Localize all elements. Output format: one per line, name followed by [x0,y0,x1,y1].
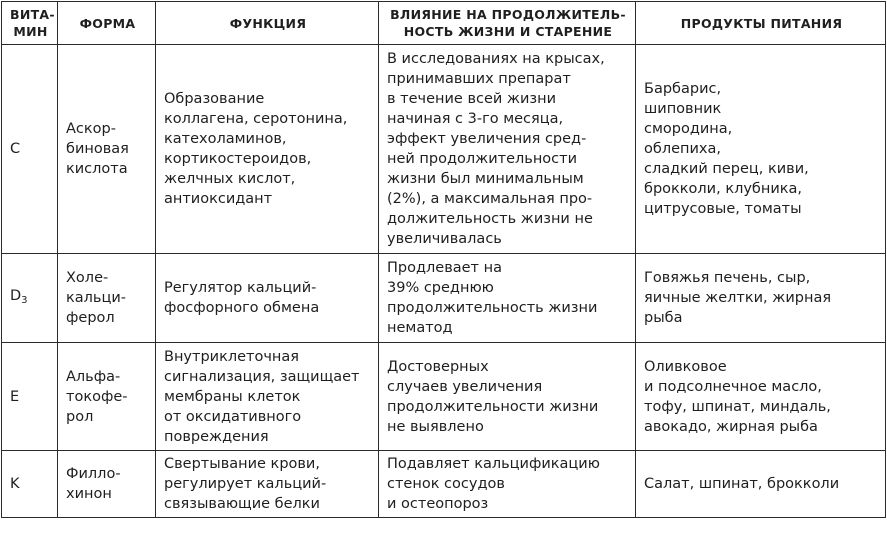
table-row [2,45,886,254]
function-cell: Свертывание крови, регулирует кальций- связывающие белки [156,451,379,518]
header-foods: ПРОДУКТЫ ПИТАНИЯ [636,2,886,45]
vitamin-cell [2,254,58,343]
table-row [2,254,886,343]
effect-cell: В исследованиях на крысах, принимавших препарат в течение всей жизни начиная с 3-го месяца, эффект увеличения сред- ней продолжительности жизни был минимальным (2%), а максимальная про- должительность жизни не увеличивалась [379,45,636,254]
vitamin-cell [2,451,58,518]
vitamin-name: E [10,388,20,405]
foods-cell: Оливковое и подсолнечное масло, тофу, шпинат, миндаль, авокадо, жирная рыба [636,343,886,451]
vitamin-name: D [10,287,22,304]
effect-cell: Продлевает на 39% среднюю продолжительность жизни нематод [379,254,636,343]
vitamin-name: C [10,141,21,157]
foods-cell: Салат, шпинат, брокколи [636,451,886,518]
vitamins-table [1,1,886,518]
function-cell: Образование коллагена, серотонина, катехоламинов, кортикостероидов, желчных кислот, антиоксидант [156,45,379,254]
foods-cell: Говяжья печень, сыр, яичные желтки, жирная рыба [636,254,886,343]
header-effect: ВЛИЯНИЕ НА ПРОДОЛЖИТЕЛЬ- НОСТЬ ЖИЗНИ И СТАРЕНИЕ [379,2,636,45]
effect-cell: Подавляет кальцификацию стенок сосудов и остеопороз [379,451,636,518]
form-cell: Альфа- токофе- рол [58,343,156,451]
form-cell: Филло- хинон [58,451,156,518]
header-vitamin: ВИТА- МИН [2,2,58,45]
function-cell: Внутриклеточная сигнализация, защищает мембраны клеток от оксидативного повреждения [156,343,379,451]
form-cell: Холе- кальци- ферол [58,254,156,343]
header-function: ФУНКЦИЯ [156,2,379,45]
vitamin-cell [2,343,58,451]
vitamin-subscript: 3 [21,294,28,306]
vitamin-cell [2,45,58,254]
table-row [2,343,886,451]
table-row [2,451,886,518]
function-cell: Регулятор кальций- фосфорного обмена [156,254,379,343]
effect-cell: Достоверных случаев увеличения продолжительности жизни не выявлено [379,343,636,451]
form-cell: Аскор- биновая кислота [58,45,156,254]
vitamin-name: K [10,476,20,492]
foods-cell: Барбарис, шиповник смородина, облепиха, сладкий перец, киви, брокколи, клубника, цитрусовые, томаты [636,45,886,254]
header-row [2,2,886,45]
header-form: ФОРМА [58,2,156,45]
